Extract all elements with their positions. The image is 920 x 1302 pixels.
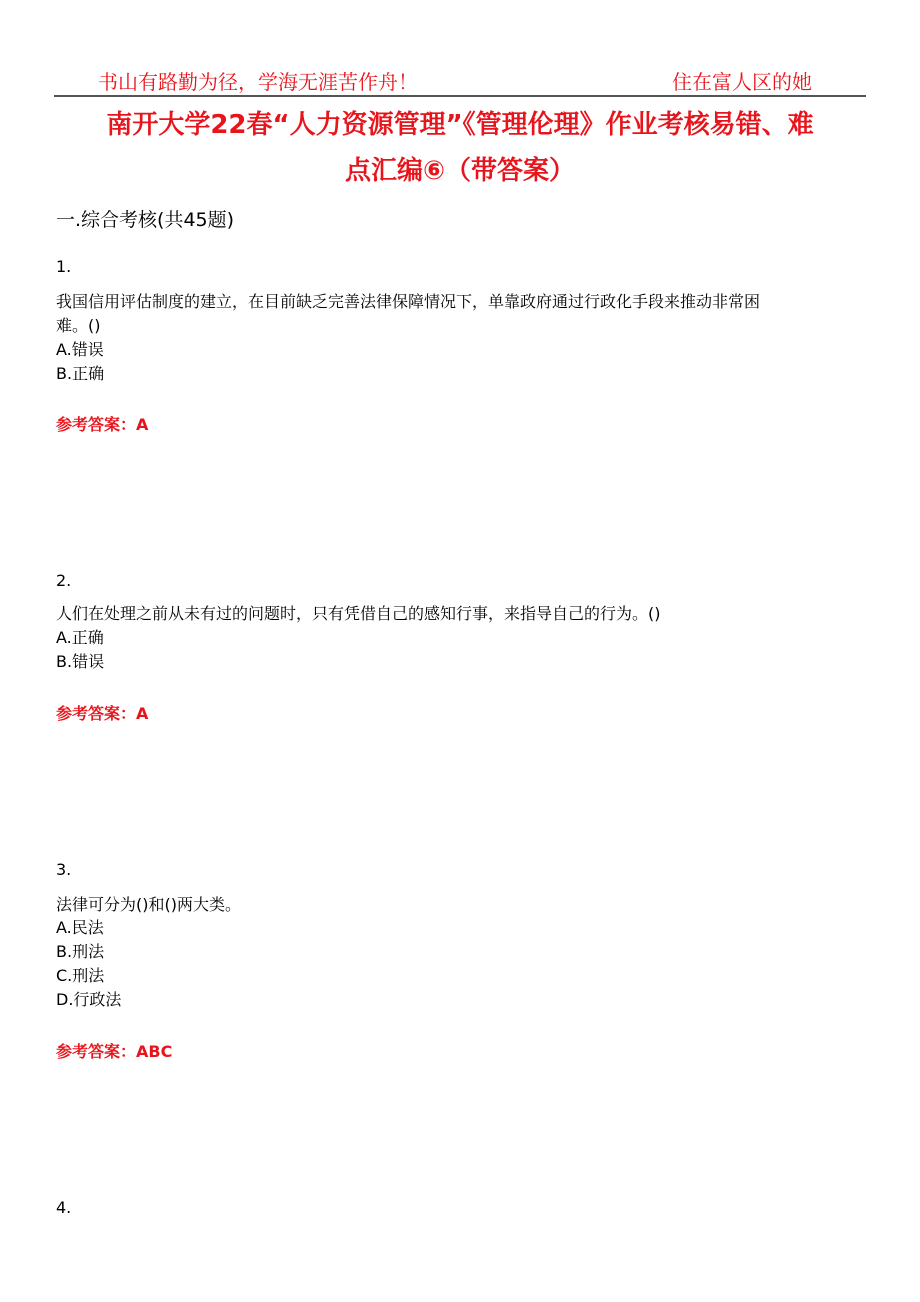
header-motto: 书山有路勤为径，学海无涯苦作舟！ (98, 70, 418, 94)
answer-label: 参考答案： (56, 415, 137, 434)
question-text: 人们在处理之前从未有过的问题时，只有凭借自己的感知行事，来指导自己的行为。() (56, 604, 661, 623)
answer-value: ABC (136, 1042, 173, 1061)
header-divider (54, 95, 866, 97)
option-a: A.民法 (56, 918, 104, 937)
question-number: 4. (56, 1198, 72, 1217)
question-number: 1. (56, 257, 72, 276)
answer (56, 701, 148, 724)
question-text: 法律可分为()和()两大类。 (56, 895, 241, 914)
section-heading: 一.综合考核(共45题) (56, 209, 235, 231)
option-d: D.行政法 (56, 990, 122, 1009)
answer-value: A (136, 704, 149, 723)
option-b: B.错误 (56, 652, 105, 671)
option-a: A.正确 (56, 628, 104, 647)
answer (56, 1039, 172, 1062)
option-c: C.刑法 (56, 966, 105, 985)
option-a: A.错误 (56, 340, 104, 359)
answer-label: 参考答案： (56, 704, 137, 723)
header-author: 住在富人区的她 (672, 70, 812, 94)
question-text: 我国信用评估制度的建立，在目前缺乏完善法律保障情况下，单靠政府通过行政化手段来推动非常困 (56, 292, 761, 311)
doc-title-line1: 南开大学22春“人力资源管理”《管理伦理》作业考核易错、难 (106, 110, 814, 140)
answer-label: 参考答案： (56, 1042, 137, 1061)
answer (56, 412, 148, 435)
option-b: B.正确 (56, 364, 105, 383)
question-text-cont: 难。() (56, 316, 101, 335)
question-number: 2. (56, 571, 72, 590)
option-b: B.刑法 (56, 942, 105, 961)
answer-value: A (136, 415, 149, 434)
doc-title-line2: 点汇编⑥（带答案） (344, 156, 575, 186)
question-number: 3. (56, 860, 72, 879)
